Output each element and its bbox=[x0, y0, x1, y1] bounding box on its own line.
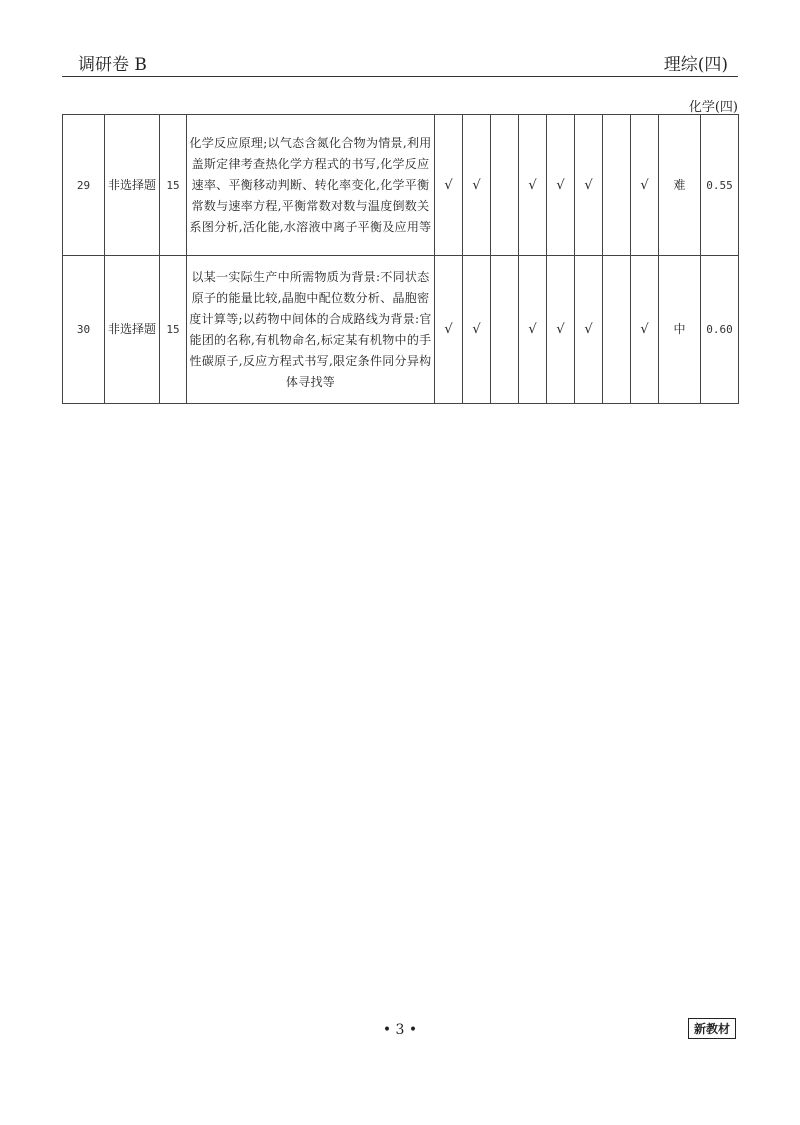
header-right-title: 理综(四) bbox=[663, 55, 728, 75]
header-left-title: 调研卷 B bbox=[78, 55, 147, 75]
expected-rate: 0.60 bbox=[701, 256, 739, 404]
skill-mark bbox=[603, 256, 631, 404]
page-number: • 3 • bbox=[382, 1022, 418, 1038]
expected-rate: 0.55 bbox=[701, 115, 739, 256]
header-divider bbox=[62, 76, 738, 77]
section-label: 化学(四) bbox=[688, 100, 738, 115]
skill-mark: √ bbox=[631, 115, 659, 256]
skill-mark: √ bbox=[547, 115, 575, 256]
skill-mark: √ bbox=[463, 115, 491, 256]
question-type: 非选择题 bbox=[105, 256, 160, 404]
question-type: 非选择题 bbox=[105, 115, 160, 256]
skill-mark bbox=[603, 115, 631, 256]
skill-mark bbox=[491, 256, 519, 404]
table-row bbox=[63, 256, 739, 404]
skill-mark: √ bbox=[435, 115, 463, 256]
difficulty: 难 bbox=[659, 115, 701, 256]
skill-mark: √ bbox=[463, 256, 491, 404]
edition-badge: 新教材 bbox=[688, 1018, 736, 1039]
question-score: 15 bbox=[160, 256, 187, 404]
skill-mark: √ bbox=[631, 256, 659, 404]
question-content: 化学反应原理;以气态含氮化合物为情景,利用盖斯定律考查热化学方程式的书写,化学反应速率、平衡移动判断、转化率变化,化学平衡常数与速率方程,平衡常数对数与温度倒数关系图分析,活化能,水溶液中离子平衡及应用等 bbox=[187, 115, 435, 256]
skill-mark: √ bbox=[519, 256, 547, 404]
skill-mark: √ bbox=[435, 256, 463, 404]
question-score: 15 bbox=[160, 115, 187, 256]
skill-mark: √ bbox=[547, 256, 575, 404]
skill-mark: √ bbox=[575, 115, 603, 256]
skill-mark: √ bbox=[575, 256, 603, 404]
question-content: 以某一实际生产中所需物质为背景:不同状态原子的能量比较,晶胞中配位数分析、晶胞密度计算等;以药物中间体的合成路线为背景:官能团的名称,有机物命名,标定某有机物中的手性碳原子,反应方程式书写,限定条件同分异构体寻找等 bbox=[187, 256, 435, 404]
skill-mark bbox=[491, 115, 519, 256]
question-analysis-table bbox=[62, 114, 739, 404]
question-number: 30 bbox=[63, 256, 105, 404]
table-row bbox=[63, 115, 739, 256]
skill-mark: √ bbox=[519, 115, 547, 256]
difficulty: 中 bbox=[659, 256, 701, 404]
question-number: 29 bbox=[63, 115, 105, 256]
